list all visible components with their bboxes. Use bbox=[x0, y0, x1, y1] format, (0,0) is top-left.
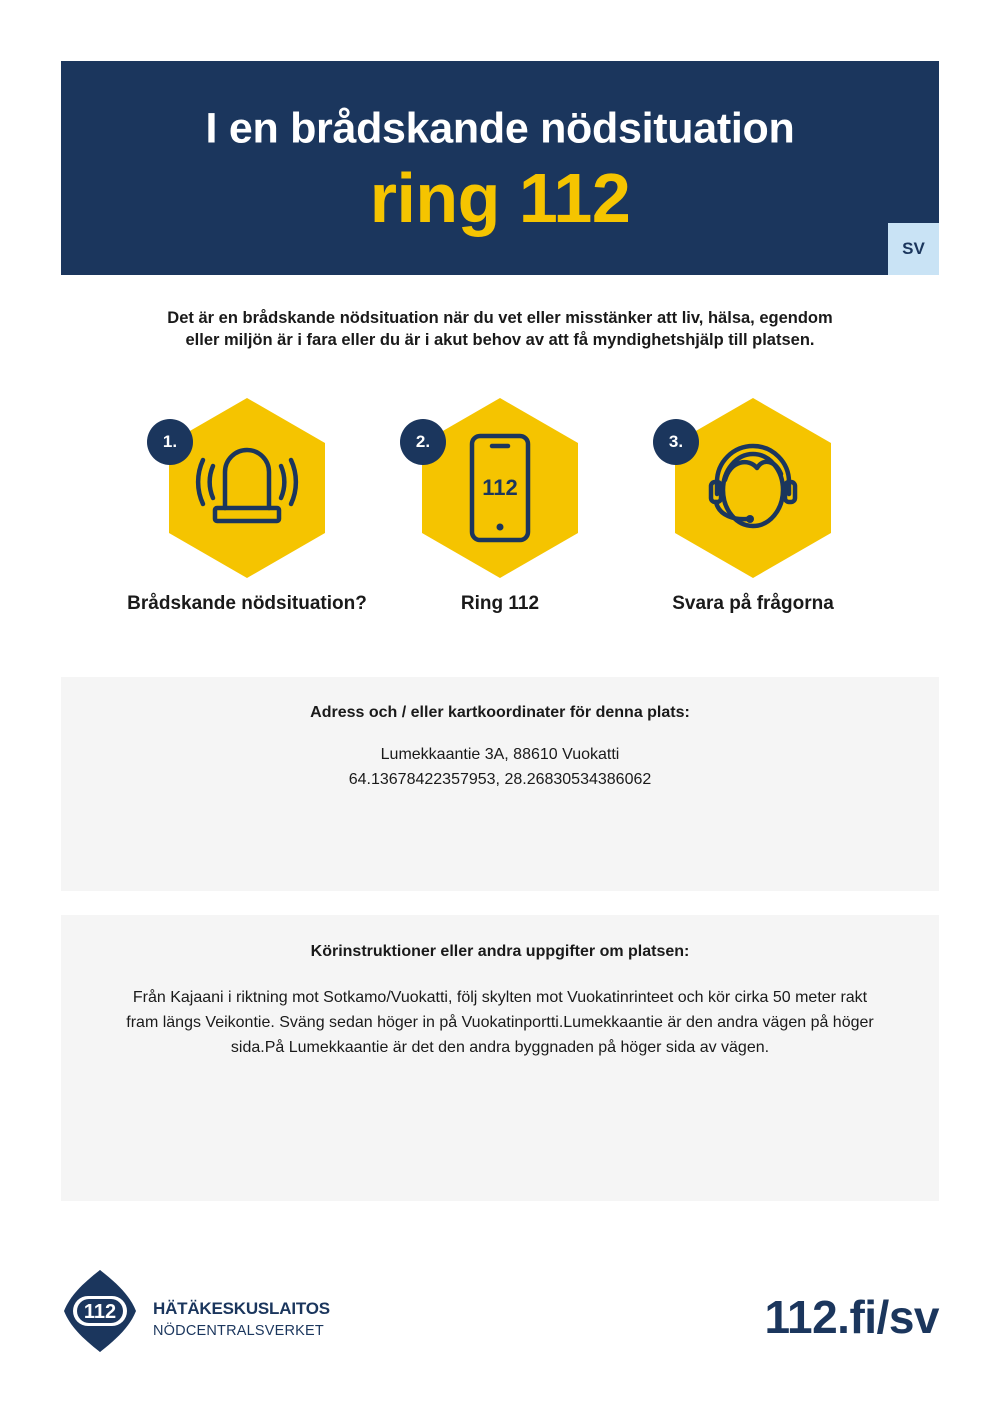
step-label: Ring 112 bbox=[460, 593, 540, 614]
address-body bbox=[61, 742, 939, 792]
directions-body bbox=[61, 985, 939, 1060]
intro-line: Det är en brådskande nödsituation när du vet eller misstänker att liv, hälsa, egendom bbox=[167, 309, 833, 327]
directions-line: Från Kajaani i riktning mot Sotkamo/Vuokatti, följ skylten mot Vuokatinrinteet och kör cirka 50 meter rakt bbox=[132, 989, 868, 1006]
step-3 bbox=[603, 398, 903, 628]
phone-icon-text: 112 bbox=[482, 475, 518, 500]
directions-line: sida.På Lumekkaantie är det den andra byggnaden på höger sida av vägen. bbox=[230, 1039, 770, 1056]
step-number: 1. bbox=[147, 419, 193, 465]
directions-panel bbox=[61, 915, 939, 1201]
header-banner bbox=[61, 61, 939, 275]
directions-line: fram längs Veikontie. Sväng sedan höger in på Vuokatinportti.Lumekkaantie är den andra vägen på höger bbox=[126, 1014, 874, 1031]
coordinates-line: 64.13678422357953, 28.26830534386062 bbox=[348, 771, 652, 788]
address-line: Lumekkaantie 3A, 88610 Vuokatti bbox=[380, 746, 620, 763]
intro-line: eller miljön är i fara eller du är i akut behov av att få myndighetshjälp till platsen. bbox=[185, 331, 815, 349]
language-badge: SV bbox=[888, 223, 939, 275]
step-number: 3. bbox=[653, 419, 699, 465]
page-title: I en brådskande nödsituation bbox=[205, 104, 795, 153]
address-panel bbox=[61, 677, 939, 891]
headset-operator-icon bbox=[675, 398, 831, 578]
step-label: Brådskande nödsituation? bbox=[127, 593, 367, 614]
directions-heading: Körinstruktioner eller andra uppgifter om platsen: bbox=[310, 943, 690, 960]
siren-icon bbox=[169, 398, 325, 578]
step-number: 2. bbox=[400, 419, 446, 465]
step-label: Svara på frågorna bbox=[672, 593, 834, 614]
intro-text bbox=[100, 307, 900, 351]
address-heading: Adress och / eller kartkoordinater för denna plats: bbox=[310, 704, 690, 721]
page-subtitle: ring 112 bbox=[369, 159, 631, 237]
org-name-sv: NÖDCENTRALSVERKET bbox=[153, 1323, 324, 1339]
logo-text: 112 bbox=[83, 1301, 117, 1323]
website-url[interactable]: 112.fi/sv bbox=[764, 1291, 939, 1343]
phone-icon bbox=[422, 398, 578, 578]
112-logo-icon bbox=[60, 1268, 140, 1354]
org-name-fi: HÄTÄKESKUSLAITOS bbox=[153, 1299, 330, 1318]
